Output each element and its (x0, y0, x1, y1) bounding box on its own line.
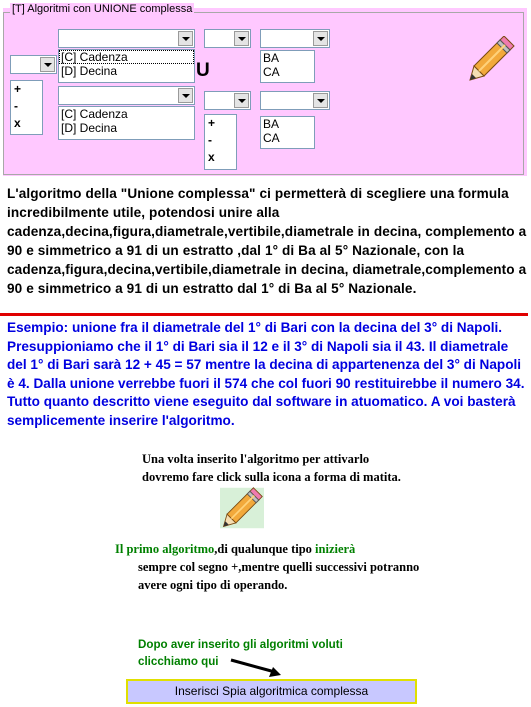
row1-position-combo[interactable] (204, 29, 251, 48)
operator-plus[interactable]: + (14, 82, 22, 96)
group-title: [T] Algoritmi con UNIONE complessa (12, 3, 193, 15)
insert-spy-button[interactable]: Inserisci Spia algoritmica complessa (126, 679, 417, 704)
union-label: U (196, 60, 210, 81)
pencil-icon[interactable] (466, 36, 516, 82)
chevron-down-icon[interactable] (234, 31, 249, 46)
list-item[interactable]: [C] Cadenza (61, 107, 128, 121)
note-highlight: Il primo algoritmo (115, 542, 215, 556)
row1-type-combo[interactable] (58, 29, 195, 48)
row1-type-list[interactable] (58, 49, 195, 83)
chevron-down-icon[interactable] (313, 93, 328, 108)
list-item[interactable]: CA (263, 65, 280, 79)
row2-type-list[interactable] (58, 106, 195, 140)
example-text: Esempio: unione fra il diametrale del 1° di Bari con la decina del 3° di Napoli. Presuppioniamo che il 1° di Bari sia il 12 e il 3° di Napoli sia il 43. Il diametrale del 1° di Bari sarà 12 + 45 = 57 mentre la decina di appartenenza del 3° di Napoli è 4. Dalla unione verrebbe fuori il 574 che col fuori 90 restituirebbe il numero 34. Tutto quanto descritto viene eseguito dal software in atuomatico. A voi basterà semplicemente inserire l'algoritmo. (7, 320, 525, 428)
list-item[interactable]: [C] Cadenza (59, 50, 194, 64)
row2-wheel-list[interactable] (260, 116, 315, 149)
operator-times[interactable]: x (14, 116, 21, 130)
arrow-icon (225, 655, 285, 681)
operator-plus[interactable]: + (208, 116, 216, 130)
operator-times[interactable]: x (208, 150, 215, 164)
chevron-down-icon[interactable] (178, 31, 193, 46)
row2-operator-list[interactable] (204, 114, 237, 170)
note-text: ,di qualunque tipo (214, 542, 312, 556)
note-text: sempre col segno +,mentre quelli successivi potranno avere ogni tipo di operando. (138, 560, 420, 592)
list-item[interactable]: CA (263, 131, 280, 145)
list-item[interactable]: [D] Decina (61, 121, 118, 135)
description-text: L'algoritmo della "Unione complessa" ci permetterà di scegliere una formula incredibilmente utile, potendosi unire alla cadenza,decina,figura,diametrale,vertibile,diametrale in decina, complemento a 90 e simmetrico a 91 di un estratto ,dal 1° di Ba al 5° Nazionale, con la cadenza,figura,decina,vertibile,diametrale in decina, diametrale,complemento a 90 e simmetrico a 91 di un estratto dal 1° di Ba al 5° Nazionale. (7, 186, 527, 296)
row1-wheel-list[interactable] (260, 50, 315, 83)
note-line: Dopo aver inserito gli algoritmi voluti (138, 638, 343, 651)
row2-operator-combo[interactable] (204, 91, 251, 110)
operator-combo[interactable] (10, 55, 57, 74)
row2-type-combo[interactable] (58, 86, 195, 105)
chevron-down-icon[interactable] (234, 93, 249, 108)
list-item[interactable]: BA (263, 117, 280, 131)
pencil-icon (220, 485, 264, 531)
chevron-down-icon[interactable] (178, 88, 193, 103)
first-algorithm-note (115, 540, 435, 594)
chevron-down-icon[interactable] (313, 31, 328, 46)
row1-wheel-combo[interactable] (260, 29, 330, 48)
operator-list[interactable] (10, 80, 43, 135)
chevron-down-icon[interactable] (40, 57, 55, 72)
note-highlight: inizierà (315, 542, 356, 556)
activation-note: Una volta inserito l'algoritmo per attivarlo dovremo fare click sulla icona a forma di matita. (142, 452, 401, 484)
list-item[interactable]: BA (263, 51, 280, 65)
operator-minus[interactable]: - (208, 133, 212, 147)
operator-minus[interactable]: - (14, 99, 18, 113)
divider (0, 313, 528, 316)
note-line: clicchiamo qui (138, 655, 219, 668)
list-item[interactable]: [D] Decina (61, 64, 118, 78)
row2-wheel-combo[interactable] (260, 91, 330, 110)
